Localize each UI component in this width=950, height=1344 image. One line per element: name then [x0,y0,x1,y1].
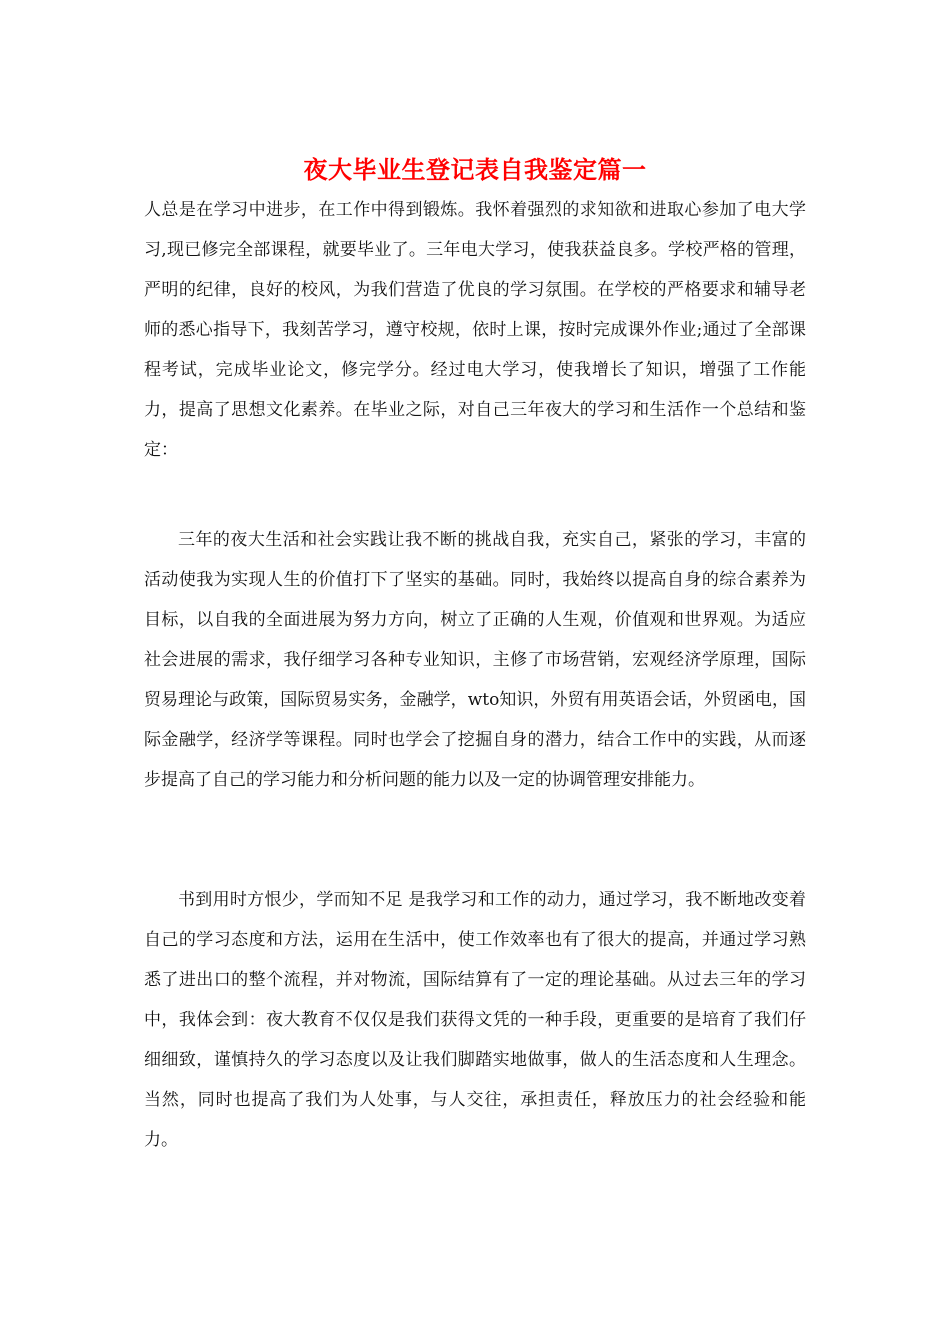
paragraph-learning-reflection: 书到用时方恨少，学而知不足 是我学习和工作的动力，通过学习，我不断地改变着自己的学习态度和方法，运用在生活中，使工作效率也有了很大的提高，并通过学习熟悉了进出口的整个流程，并对物流，国际结算有了一定的理论基础。从过去三年的学习中，我体会到：夜大教育不仅仅是我们获得文凭的一种手段，更重要的是培育了我们仔细细致，谨慎持久的学习态度以及让我们脚踏实地做事，做人的生活态度和人生理念。当然，同时也提高了我们为人处事，与人交往，承担责任，释放压力的社会经验和能力。 [144,890,806,1150]
paragraph-night-school-life: 三年的夜大生活和社会实践让我不断的挑战自我，充实自己，紧张的学习，丰富的活动使我为实现人生的价值打下了坚实的基础。同时，我始终以提高自身的综合素养为目标，以自我的全面进展为努力方向，树立了正确的人生观，价值观和世界观。为适应社会进展的需求，我仔细学习各种专业知识，主修了市场营销，宏观经济学原理，国际贸易理论与政策，国际贸易实务，金融学，wto知识，外贸有用英语会话，外贸函电，国际金融学，经济学等课程。同时也学会了挖掘自身的潜力，结合工作中的实践，从而逐步提高了自己的学习能力和分析问题的能力以及一定的协调管理安排能力。 [144,530,806,790]
document-title: 夜大毕业生登记表自我鉴定篇一 [303,155,647,184]
paragraph-intro: 人总是在学习中进步，在工作中得到锻炼。我怀着强烈的求知欲和进取心参加了电大学习,现已修完全部课程，就要毕业了。三年电大学习，使我获益良多。学校严格的管理，严明的纪律，良好的校风，为我们营造了优良的学习氛围。在学校的严格要求和辅导老师的悉心指导下，我刻苦学习，遵守校规，依时上课，按时完成课外作业;通过了全部课程考试，完成毕业论文，修完学分。经过电大学习，使我增长了知识，增强了工作能力，提高了思想文化素养。在毕业之际，对自己三年夜大的学习和生活作一个总结和鉴定： [144,200,806,460]
